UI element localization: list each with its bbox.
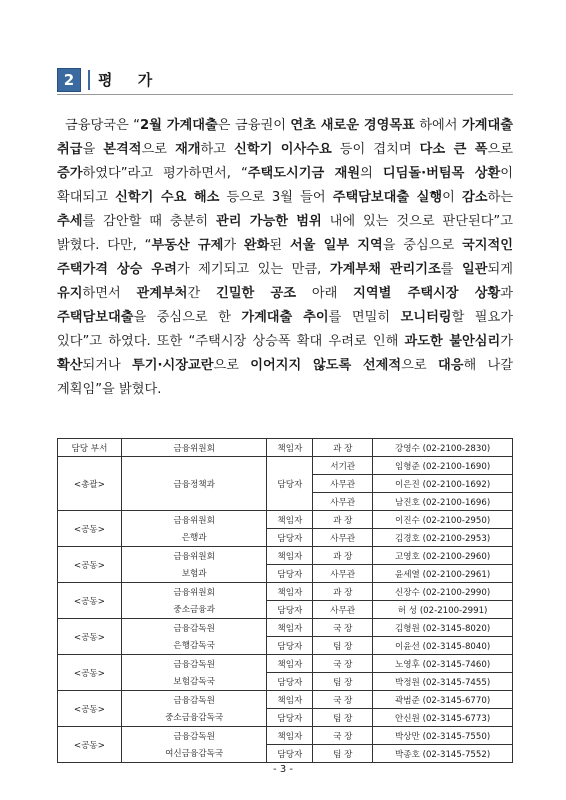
person-cell: 이윤선 (02-3145-8040) (373, 637, 513, 655)
body-text: 으로 (401, 358, 438, 373)
table-row (58, 511, 513, 529)
table-row (58, 529, 513, 547)
body-text: 간 (187, 286, 217, 301)
emphasis-text: 신학기 이사수요 (234, 142, 332, 157)
group-cell: <공동> (58, 691, 122, 727)
body-text: 된 (269, 238, 290, 253)
title-cell: 팀 장 (313, 709, 373, 727)
table-row (58, 565, 513, 583)
body-text: 등으로 3월 들어 (219, 190, 333, 205)
group-cell: <공동> (58, 583, 122, 619)
emphasis-text: 증가 (57, 166, 83, 181)
person-cell: 윤세열 (02-2100-2961) (373, 565, 513, 583)
group-cell: <공동> (58, 511, 122, 547)
role-cell: 담당자 (267, 457, 313, 511)
body-text: 아래 (296, 286, 354, 301)
emphasis-text: 긴밀한 공조 (216, 286, 296, 301)
role-cell: 담당자 (267, 529, 313, 547)
table-row (58, 583, 513, 601)
emphasis-text: 완화 (243, 238, 270, 253)
body-text: 과 (500, 286, 513, 301)
emphasis-text: 감소 (462, 190, 488, 205)
contact-table (57, 438, 513, 763)
person-cell: 이진수 (02-2100-2950) (373, 511, 513, 529)
body-text: 를 면밀히 (328, 310, 401, 325)
person-cell: 박종호 (02-3145-7552) (373, 745, 513, 763)
emphasis-text: 관계부처 (136, 286, 188, 301)
emphasis-text: 주택도시기금 재원 (247, 166, 361, 181)
body-text: 을 중심으로 (382, 238, 463, 253)
person-cell: 임형준 (02-2100-1690) (373, 457, 513, 475)
body-text: 가 제기되고 있는 만큼, (176, 262, 330, 277)
title-cell: 사무관 (313, 529, 373, 547)
role-cell: 책임자 (267, 691, 313, 709)
body-text: 의 (360, 166, 383, 181)
emphasis-text: 가계대출 취급 (57, 118, 513, 157)
emphasis-text: 주택담보대출 (57, 310, 134, 325)
dept-cell: 중소금융감독국 (121, 709, 267, 727)
body-text: 이 (442, 190, 463, 205)
group-cell: <공동> (58, 547, 122, 583)
role-cell: 책임자 (267, 547, 313, 565)
emphasis-text: 부동산 규제 (151, 238, 224, 253)
emphasis-text: 확산 (57, 358, 83, 373)
body-text: 할 필요가 있다”고 하였다. 또한 “주택시장 상승폭 확대 우려로 인해 (57, 310, 514, 349)
title-cell: 국 장 (313, 619, 373, 637)
body-text: 되게 (487, 262, 513, 277)
emphasis-text: 대응 (437, 358, 464, 373)
body-text: 으로 (213, 358, 251, 373)
org-cell: 금융감독원 (121, 727, 267, 745)
body-text: 하고 (200, 142, 235, 157)
role-cell: 담당자 (267, 565, 313, 583)
evaluation-paragraph (57, 114, 513, 402)
role-cell: 담당자 (267, 745, 313, 763)
dept-cell: 여신금융감독국 (121, 745, 267, 763)
emphasis-text: 주택담보대출 실행 (332, 190, 443, 205)
table-row (58, 727, 513, 745)
org-cell: 금융위원회 (121, 583, 267, 601)
title-cell: 과 장 (313, 439, 373, 457)
title-cell: 사무관 (313, 475, 373, 493)
title-cell: 팀 장 (313, 745, 373, 763)
body-text: 하면서 (82, 286, 137, 301)
org-cell: 금융감독원 (121, 691, 267, 709)
title-cell: 과 장 (313, 583, 373, 601)
person-cell: 안신원 (02-3145-6773) (373, 709, 513, 727)
emphasis-text: 다소 큰 폭 (419, 142, 488, 157)
page-number: - 3 - (273, 764, 293, 775)
role-cell: 담당자 (267, 601, 313, 619)
table-row (58, 745, 513, 763)
person-cell: 이은진 (02-2100-1692) (373, 475, 513, 493)
dept-cell: 은행감독국 (121, 637, 267, 655)
body-text: 을 (82, 142, 104, 157)
title-cell: 국 장 (313, 691, 373, 709)
role-cell: 책임자 (267, 583, 313, 601)
role-cell: 책임자 (267, 439, 313, 457)
emphasis-text: 가계대출 추이 (241, 310, 329, 325)
dept-cell: 중소금융과 (121, 601, 267, 619)
person-cell: 남진호 (02-2100-1696) (373, 493, 513, 511)
body-text: 해 나갈 계획임”을 밝혔다. (57, 358, 513, 397)
group-cell: <총괄> (58, 457, 122, 511)
body-text: 를 (440, 262, 463, 277)
person-cell: 곽범준 (02-3145-6770) (373, 691, 513, 709)
table-row (58, 673, 513, 691)
person-cell: 김경호 (02-2100-2953) (373, 529, 513, 547)
body-text: 은 금융권이 (217, 118, 291, 133)
title-cell: 서기관 (313, 457, 373, 475)
emphasis-text: 추세 (57, 214, 83, 229)
emphasis-text: 신학기 수요 해소 (115, 190, 220, 205)
role-cell: 담당자 (267, 637, 313, 655)
role-cell: 책임자 (267, 727, 313, 745)
section-header (57, 68, 513, 95)
body-text: 등이 겹치며 (331, 142, 420, 157)
emphasis-text: 이어지지 않도록 선제적 (250, 358, 402, 373)
org-cell: 금융위원회 (121, 547, 267, 565)
emphasis-text: 관리 가능한 범위 (215, 214, 322, 229)
emphasis-text: 2월 가계대출 (140, 118, 218, 133)
emphasis-text: 가계부채 관리기조 (329, 262, 441, 277)
title-cell: 과 장 (313, 511, 373, 529)
dept-cell: 금융정책과 (121, 457, 267, 511)
person-cell: 허 성 (02-2100-2991) (373, 601, 513, 619)
body-text: 를 감안할 때 충분히 (82, 214, 216, 229)
dept-cell: 은행과 (121, 529, 267, 547)
title-cell: 과 장 (313, 547, 373, 565)
group-cell: <공동> (58, 727, 122, 763)
role-cell: 책임자 (267, 655, 313, 673)
person-cell: 고영호 (02-2100-2960) (373, 547, 513, 565)
body-text: 하에서 (414, 118, 462, 133)
title-cell: 국 장 (313, 727, 373, 745)
body-text: 내에 있는 것으로 판단된다”고 밝혔다. 다만, “ (57, 214, 514, 253)
emphasis-text: 디딤돌·버팀목 상환 (382, 166, 501, 181)
title-cell: 사무관 (313, 601, 373, 619)
group-cell: <공동> (58, 655, 122, 691)
title-cell: 사무관 (313, 493, 373, 511)
body-text: 으로 (487, 142, 514, 157)
person-cell: 신장수 (02-2100-2990) (373, 583, 513, 601)
body-text: 을 중심으로 한 (133, 310, 242, 325)
table-row (58, 637, 513, 655)
role-cell: 담당자 (267, 673, 313, 691)
org-cell: 금융위원회 (121, 511, 267, 529)
emphasis-text: 연초 새로운 경영목표 (290, 118, 415, 133)
dept-cell: 보험감독국 (121, 673, 267, 691)
table-row (58, 655, 513, 673)
person-cell: 노영후 (02-3145-7460) (373, 655, 513, 673)
section-divider (88, 70, 90, 90)
body-text: 가 (500, 334, 513, 349)
emphasis-text: 과도한 불안심리 (404, 334, 501, 349)
table-row (58, 601, 513, 619)
org-cell: 금융감독원 (121, 619, 267, 637)
title-cell: 국 장 (313, 655, 373, 673)
emphasis-text: 국지적인 주택가격 상승 우려 (57, 238, 513, 277)
emphasis-text: 재개 (175, 142, 201, 157)
person-cell: 김형원 (02-3145-8020) (373, 619, 513, 637)
person-cell: 박정원 (02-3145-7455) (373, 673, 513, 691)
body-text: 으로 (141, 142, 176, 157)
emphasis-text: 모니터링 (400, 310, 452, 325)
emphasis-text: 일관 (462, 262, 488, 277)
table-row (58, 457, 513, 475)
title-cell: 팀 장 (313, 637, 373, 655)
org-cell: 금융감독원 (121, 655, 267, 673)
emphasis-text: 본격적 (103, 142, 142, 157)
body-text: 되거나 (82, 358, 133, 373)
title-cell: 팀 장 (313, 673, 373, 691)
emphasis-text: 서울 일부 지역 (289, 238, 383, 253)
emphasis-text: 지역별 주택시장 상황 (353, 286, 501, 301)
table-row (58, 691, 513, 709)
table-row (58, 547, 513, 565)
title-cell: 사무관 (313, 565, 373, 583)
body-text: 하였다”라고 평가하면서, “ (82, 166, 248, 181)
body-text: 하는 (487, 190, 513, 205)
body-text: 이 확대되고 (57, 166, 513, 205)
org-cell: 금융위원회 (121, 439, 267, 457)
person-cell: 박상만 (02-3145-7550) (373, 727, 513, 745)
table-row (58, 709, 513, 727)
group-cell: <공동> (58, 619, 122, 655)
role-cell: 담당자 (267, 709, 313, 727)
role-cell: 책임자 (267, 511, 313, 529)
dept-label-cell: 담당 부서 (58, 439, 122, 457)
table-row (58, 619, 513, 637)
body-text: 가 (223, 238, 244, 253)
section-title: 평 가 (98, 71, 163, 89)
section-number: 2 (57, 68, 81, 92)
person-cell: 강영수 (02-2100-2830) (373, 439, 513, 457)
emphasis-text: 유지 (57, 286, 83, 301)
body-text: 금융당국은 “ (65, 118, 141, 133)
emphasis-text: 투기·시장교란 (132, 358, 214, 373)
dept-cell: 보험과 (121, 565, 267, 583)
role-cell: 책임자 (267, 619, 313, 637)
table-row (58, 439, 513, 457)
